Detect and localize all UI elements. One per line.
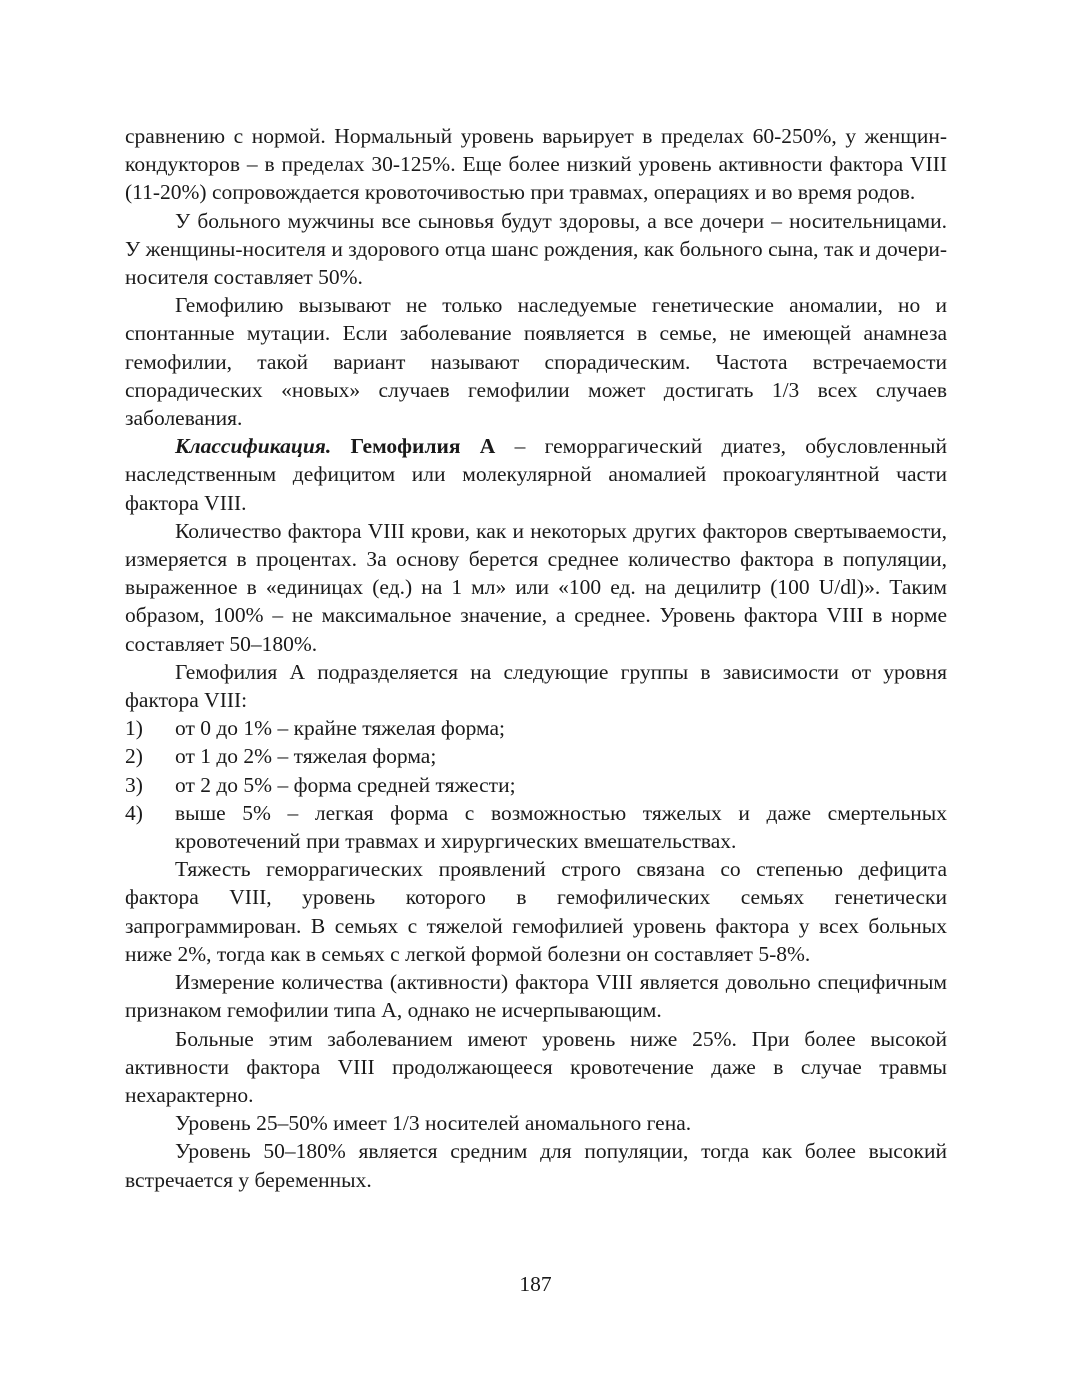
list-item-text: от 1 до 2% – тяжелая форма;	[175, 744, 437, 769]
paragraph-classification	[125, 432, 947, 517]
paragraph-specificity: Измерение количества (активности) фактора VIII является довольно специфичным признаком гемофилии типа А, однако не исчерпывающим.	[125, 970, 947, 1023]
list-item-text: от 2 до 5% – форма средней тяжести;	[175, 772, 516, 797]
classification-text: – геморрагический диатез, обусловленный наследственным дефицитом или молекулярной аномалией прокоагулянтной части фактора VIII.	[125, 434, 947, 515]
list-item	[125, 799, 947, 855]
paragraph-inheritance: У больного мужчины все сыновья будут здоровы, а все дочери – носительницами. У женщины-носителя и здорового отца шанс рождения, как больного сына, так и дочери-носителя составляет 50%.	[125, 208, 947, 290]
paragraph-population-average: Уровень 50–180% является средним для популяции, тогда как более высокий встречается у беременных.	[125, 1139, 947, 1192]
list-item-number: 4)	[125, 800, 143, 825]
paragraph-carriers: Уровень 25–50% имеет 1/3 носителей аномального гена.	[175, 1111, 692, 1136]
list-item-text: от 0 до 1% – крайне тяжелая форма;	[175, 716, 505, 741]
page-body	[125, 122, 947, 1194]
paragraph-groups-intro: Гемофилия А подразделяется на следующие группы в зависимости от уровня фактора VIII:	[125, 659, 947, 713]
paragraph-mutations: Гемофилию вызывают не только наследуемые генетические аномалии, но и спонтанные мутации. Если заболевание появляется в семье, не имеющей анамнеза гемофилии, такой вариант называют спорадическим. Частота встречаемости спорадических «новых» случаев гемофилии может достигать 1/3 всех случаев заболевания.	[125, 293, 947, 431]
page-number: 187	[519, 1272, 552, 1296]
classification-term: Классификация.	[175, 434, 332, 459]
list-item-number: 1)	[125, 716, 143, 741]
list-item-text: выше 5% – легкая форма с возможностью тяжелых и даже смертельных кровотечений при травмах и хирургических вмешательствах.	[175, 800, 947, 854]
list-item	[125, 771, 947, 799]
list-item-number: 3)	[125, 772, 143, 797]
paragraph-factor-measurement: Количество фактора VIII крови, как и некоторых других факторов свертываемости, измеряется в процентах. За основу берется среднее количество фактора в популяции, выраженное в «единицах (ед.) на 1 мл» или «100 ед. на децилитр (100 U/dl)». Таким образом, 100% – не максимальное значение, а среднее. Уровень фактора VIII в норме составляет 50–180%.	[125, 518, 947, 656]
paragraph-severity-deficit: Тяжесть геморрагических проявлений строго связана со степенью дефицита фактора VIII, уровень которого в гемофилических семьях генетически запрограммирован. В семьях с тяжелой гемофилией уровень фактора у всех больных ниже 2%, тогда как в семьях с легкой формой болезни он составляет 5-8%.	[125, 857, 947, 966]
list-item-number: 2)	[125, 744, 143, 769]
paragraph-continuation: сравнению с нормой. Нормальный уровень варьирует в пределах 60-250%, у женщин-кондукторов – в пределах 30-125%. Еще более низкий уровень активности фактора VIII (11-20%) сопровождается кровоточивостью при травмах, операциях и во время родов.	[125, 124, 947, 205]
paragraph-patient-levels: Больные этим заболеванием имеют уровень ниже 25%. При более высокой активности фактора VIII продолжающееся кровотечение даже в случае травмы нехарактерно.	[125, 1026, 947, 1107]
severity-list	[125, 714, 947, 855]
list-item	[125, 714, 947, 742]
hemophilia-a-term: Гемофилия А	[350, 434, 496, 459]
list-item	[125, 742, 947, 770]
